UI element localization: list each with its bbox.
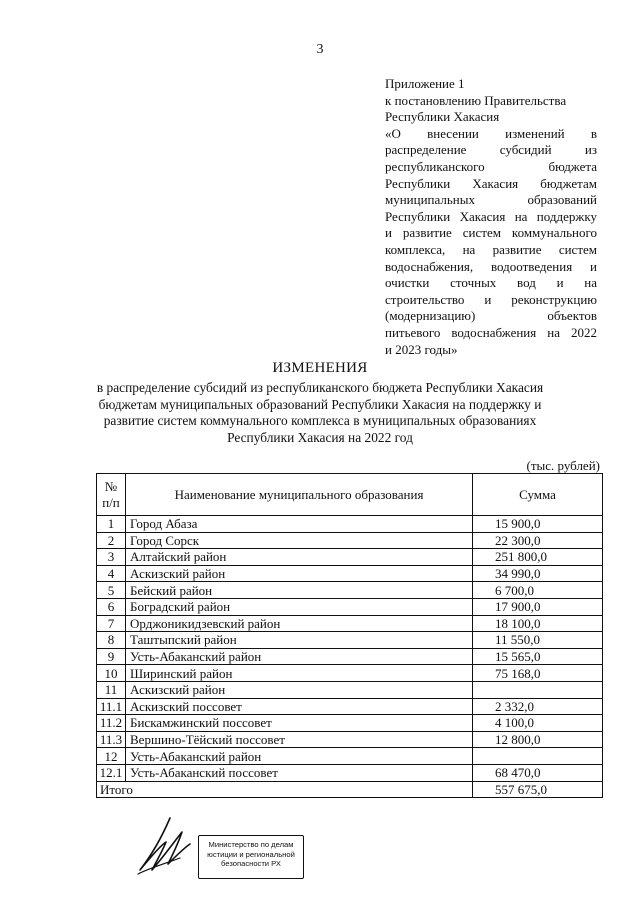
- table-row: [97, 582, 603, 599]
- subheading-line: Республики Хакасия на 2022 год: [227, 429, 413, 445]
- appendix-line: Республики Хакасия на поддержку: [385, 208, 597, 224]
- stamp-line: безопасности РХ: [221, 859, 281, 869]
- row-sum: 2 332,0: [473, 698, 603, 715]
- appendix-line: «О внесении изменений в: [385, 125, 597, 141]
- table-row: [97, 632, 603, 649]
- row-number: 3: [97, 549, 126, 566]
- row-sum: 22 300,0: [473, 532, 603, 549]
- row-name: Боградский район: [126, 598, 473, 615]
- row-name: Город Абаза: [126, 516, 473, 533]
- units-label: (тыс. рублей): [526, 458, 600, 473]
- ministry-stamp: [198, 835, 304, 879]
- row-name: Бискамжинский поссовет: [126, 715, 473, 732]
- table-total-row: [97, 781, 603, 798]
- row-sum: 17 900,0: [473, 598, 603, 615]
- table-row: [97, 665, 603, 682]
- row-name: Город Сорск: [126, 532, 473, 549]
- appendix-line: и развитие систем коммунального: [385, 225, 597, 241]
- row-number: 4: [97, 565, 126, 582]
- appendix-line: к постановлению Правительства: [385, 92, 567, 108]
- header-number: № п/п: [97, 474, 126, 516]
- row-name: Усть-Абаканский поссовет: [126, 764, 473, 781]
- table-row: [97, 681, 603, 698]
- row-name: Аскизский район: [126, 565, 473, 582]
- page-number: 3: [316, 42, 324, 57]
- table-row: [97, 648, 603, 665]
- document-subheading: [70, 380, 570, 446]
- table-row: [97, 516, 603, 533]
- appendix-line: муниципальных образований: [385, 192, 597, 208]
- row-sum: 18 100,0: [473, 615, 603, 632]
- appendix-line: очистки сточных вод и на: [385, 275, 597, 291]
- row-name: Орджоникидзевский район: [126, 615, 473, 632]
- row-name: Алтайский район: [126, 549, 473, 566]
- total-label: Итого: [97, 781, 473, 798]
- appendix-line: Республики Хакасия бюджетам: [385, 175, 597, 191]
- header-sum: Сумма: [473, 474, 603, 516]
- row-number: 11.2: [97, 715, 126, 732]
- appendix-line: Приложение 1: [385, 76, 465, 91]
- row-sum: [473, 748, 603, 765]
- table-row: [97, 565, 603, 582]
- appendix-block: [385, 76, 597, 358]
- row-number: 10: [97, 665, 126, 682]
- row-number: 11.3: [97, 731, 126, 748]
- appendix-line: и 2023 годы»: [385, 341, 458, 357]
- stamp-line: Министерство по делам: [208, 840, 294, 849]
- header-name: Наименование муниципального образования: [126, 474, 473, 516]
- row-name: Ширинский район: [126, 665, 473, 682]
- appendix-line: комплекса, на развитие систем: [385, 241, 597, 257]
- row-number: 11: [97, 681, 126, 698]
- appendix-line: строительство и реконструкцию: [385, 291, 597, 307]
- row-sum: 12 800,0: [473, 731, 603, 748]
- row-name: Усть-Абаканский район: [126, 748, 473, 765]
- table-row: [97, 698, 603, 715]
- row-sum: 34 990,0: [473, 565, 603, 582]
- row-sum: 68 470,0: [473, 764, 603, 781]
- appendix-line: (модернизацию) объектов: [385, 308, 597, 324]
- table-header-row: [97, 474, 603, 516]
- subsidy-table: [96, 473, 603, 798]
- table-row: [97, 715, 603, 732]
- row-number: 5: [97, 582, 126, 599]
- row-number: 8: [97, 632, 126, 649]
- row-sum: 6 700,0: [473, 582, 603, 599]
- row-name: Аскизский поссовет: [126, 698, 473, 715]
- appendix-line: водоснабжения, водоотведения и: [385, 258, 597, 274]
- signature-image: [130, 812, 200, 882]
- row-number: 11.1: [97, 698, 126, 715]
- table-row: [97, 615, 603, 632]
- row-sum: 75 168,0: [473, 665, 603, 682]
- subheading-line: развитие систем коммунального комплекса в муниципальных образованиях: [103, 413, 537, 428]
- table-row: [97, 598, 603, 615]
- stamp-line: юстиции и региональной: [207, 849, 295, 859]
- appendix-line: распределение субсидий из: [385, 142, 597, 158]
- subheading-line: бюджетам муниципальных образований Республики Хакасия на поддержку и: [98, 396, 542, 412]
- appendix-line: питьевого водоснабжения на 2022: [385, 324, 597, 340]
- table-row: [97, 549, 603, 566]
- row-sum: 251 800,0: [473, 549, 603, 566]
- row-sum: 15 900,0: [473, 516, 603, 533]
- row-number: 1: [97, 516, 126, 533]
- appendix-line: Республики Хакасия: [385, 109, 500, 125]
- document-heading: ИЗМЕНЕНИЯ: [272, 360, 368, 376]
- table-row: [97, 748, 603, 765]
- row-sum: 15 565,0: [473, 648, 603, 665]
- row-name: Вершино-Тёйский поссовет: [126, 731, 473, 748]
- row-number: 2: [97, 532, 126, 549]
- row-name: Таштыпский район: [126, 632, 473, 649]
- table-row: [97, 764, 603, 781]
- row-number: 6: [97, 598, 126, 615]
- total-sum: 557 675,0: [473, 781, 603, 798]
- table-row: [97, 532, 603, 549]
- row-number: 12: [97, 748, 126, 765]
- row-name: Аскизский район: [126, 681, 473, 698]
- subheading-line: в распределение субсидий из республиканского бюджета Республики Хакасия: [96, 380, 544, 395]
- row-number: 7: [97, 615, 126, 632]
- table-row: [97, 731, 603, 748]
- row-number: 9: [97, 648, 126, 665]
- row-number: 12.1: [97, 764, 126, 781]
- appendix-line: республиканского бюджета: [385, 158, 597, 174]
- row-name: Усть-Абаканский район: [126, 648, 473, 665]
- row-sum: [473, 681, 603, 698]
- row-name: Бейский район: [126, 582, 473, 599]
- row-sum: 4 100,0: [473, 715, 603, 732]
- row-sum: 11 550,0: [473, 632, 603, 649]
